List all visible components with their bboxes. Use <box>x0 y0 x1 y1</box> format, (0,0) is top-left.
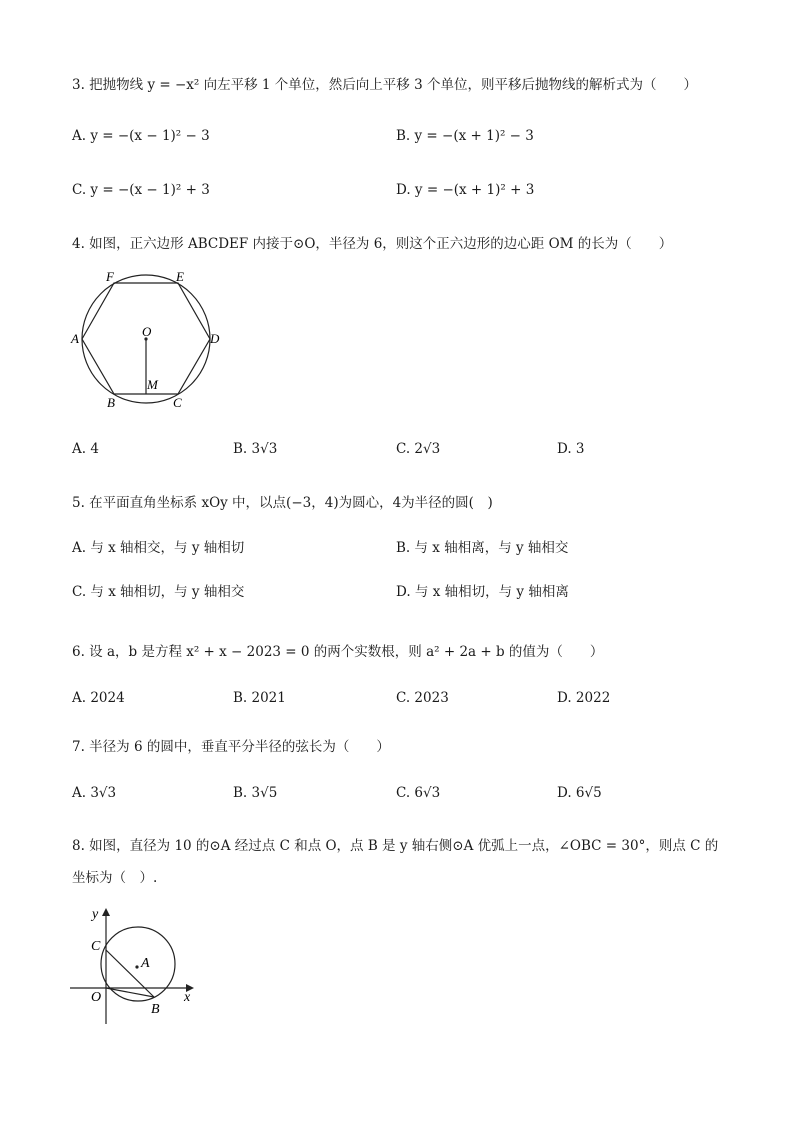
label-m: M <box>147 377 158 392</box>
q3-stem: 3. 把抛物线 y = −x² 向左平移 1 个单位，然后向上平移 3 个单位，则平移后抛物线的解析式为（ ） <box>72 77 697 93</box>
point-a <box>135 965 138 968</box>
q7-stem: 7. 半径为 6 的圆中，垂直平分半径的弦长为（ ） <box>72 739 390 755</box>
circle-a <box>101 927 175 1001</box>
hexagon-figure <box>66 268 236 416</box>
q4-stem: 4. 如图，正六边形 ABCDEF 内接于⊙O，半径为 6，则这个正六边形的边心距 OM 的长为（ ） <box>72 236 673 252</box>
label-x: x <box>184 990 191 1005</box>
q4-option-d: D. 3 <box>557 441 585 457</box>
label-b: B <box>151 1002 160 1017</box>
label-o: O <box>91 990 102 1005</box>
q3-option-a: A. y = −(x − 1)² − 3 <box>72 128 210 144</box>
q5-option-d: D. 与 x 轴相切，与 y 轴相离 <box>396 584 569 600</box>
label-o: O <box>142 324 152 339</box>
q7-option-c: C. 6√3 <box>396 785 441 801</box>
label-b: B <box>107 395 115 410</box>
label-c: C <box>173 395 182 410</box>
q5-stem: 5. 在平面直角坐标系 xOy 中，以点(−3，4)为圆心，4为半径的圆( ) <box>72 495 493 511</box>
label-c: C <box>91 939 101 954</box>
q8-stem-line1: 8. 如图，直径为 10 的⊙A 经过点 C 和点 O，点 B 是 y 轴右侧⊙A 优弧上一点，∠OBC = 30°，则点 C 的 <box>72 838 719 854</box>
label-a: A <box>141 956 150 971</box>
y-axis-arrow <box>102 908 110 916</box>
q6-option-a: A. 2024 <box>72 690 125 706</box>
q5-option-a: A. 与 x 轴相交，与 y 轴相切 <box>72 540 245 556</box>
q8-stem-line2: 坐标为（ ）. <box>72 870 158 886</box>
q5-option-c: C. 与 x 轴相切，与 y 轴相交 <box>72 584 245 600</box>
q7-option-b: B. 3√5 <box>233 785 278 801</box>
q4-option-b: B. 3√3 <box>233 441 278 457</box>
label-d: D <box>210 331 220 346</box>
q3-option-d: D. y = −(x + 1)² + 3 <box>396 182 535 198</box>
q4-option-c: C. 2√3 <box>396 441 441 457</box>
q7-option-a: A. 3√3 <box>72 785 117 801</box>
q3-option-c: C. y = −(x − 1)² + 3 <box>72 182 210 198</box>
q6-stem: 6. 设 a，b 是方程 x² + x − 2023 = 0 的两个实数根，则 a² + 2a + b 的值为（ ） <box>72 644 604 660</box>
label-e: E <box>176 269 184 284</box>
q5-option-b: B. 与 x 轴相离，与 y 轴相交 <box>396 540 569 556</box>
q4-option-a: A. 4 <box>72 441 99 457</box>
label-y: y <box>92 907 99 922</box>
label-f: F <box>106 269 114 284</box>
q6-option-d: D. 2022 <box>557 690 611 706</box>
label-a: A <box>71 331 79 346</box>
q3-option-b: B. y = −(x + 1)² − 3 <box>396 128 534 144</box>
q7-option-d: D. 6√5 <box>557 785 602 801</box>
circle-axes-figure <box>66 904 206 1030</box>
q6-option-c: C. 2023 <box>396 690 449 706</box>
q6-option-b: B. 2021 <box>233 690 286 706</box>
